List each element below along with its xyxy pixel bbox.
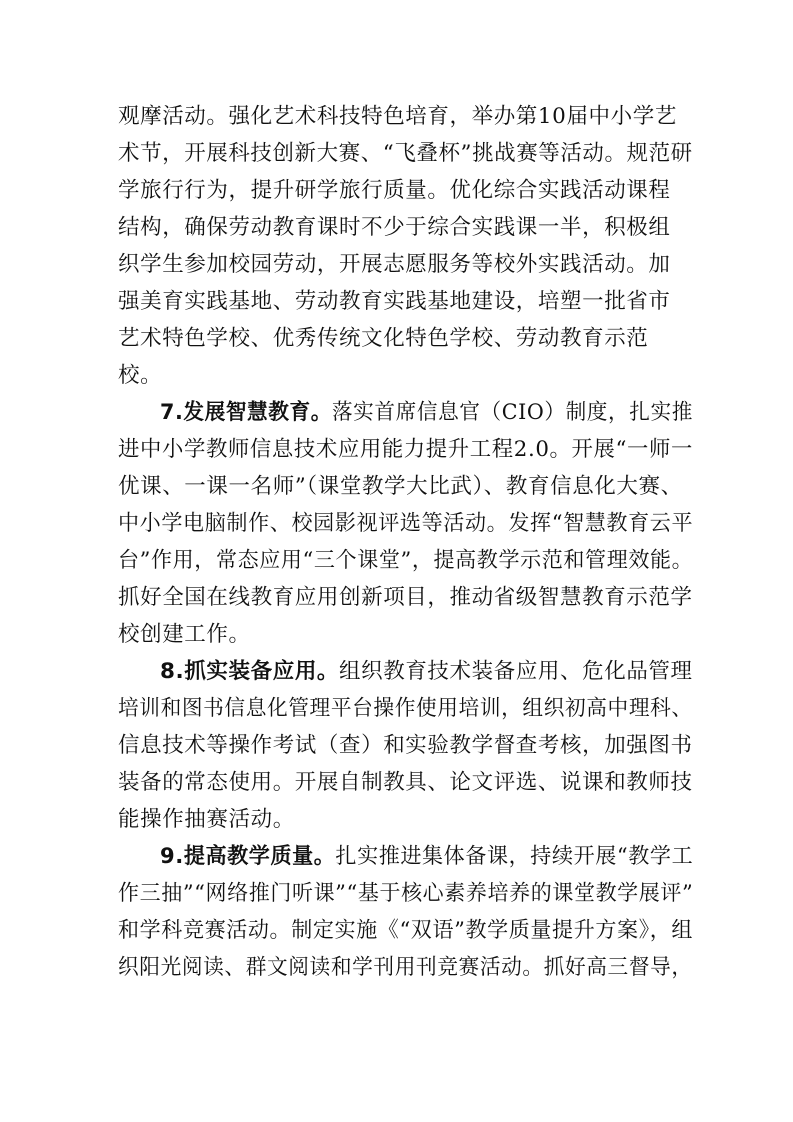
body-line [118, 433, 693, 467]
line-text: 能操作抽赛活动。 [118, 807, 295, 832]
body-line [118, 618, 251, 652]
line-text: 和学科竞赛活动。制定实施《“双语”教学质量提升方案》，组 [118, 918, 694, 943]
line-text: 组织教育技术装备应用、危化品管理 [339, 659, 693, 684]
line-text: 校创建工作。 [118, 622, 251, 647]
line-text: 中小学电脑制作、校园影视评选等活动。发挥“智慧教育云平 [118, 511, 694, 536]
line-text: 术节，开展科技创新大赛、“飞叠杯”挑战赛等活动。规范研 [118, 141, 693, 166]
line-text: 进中小学教师信息技术应用能力提升工程2.0。开展“一师一 [118, 437, 693, 462]
section-8-first-line [160, 655, 693, 689]
body-line [118, 951, 693, 985]
body-line [118, 729, 693, 763]
line-text: 结构，确保劳动教育课时不少于综合实践课一半，积极组 [118, 215, 671, 240]
line-text: 台”作用，常态应用“三个课堂”，提高教学示范和管理效能。 [118, 548, 694, 573]
body-line [118, 581, 693, 615]
line-text: 落实首席信息官（CIO）制度，扎实推 [331, 400, 693, 425]
section-heading: 7.发展智慧教育。 [160, 400, 332, 425]
section-9-first-line [160, 840, 693, 874]
body-line [118, 507, 693, 541]
line-text: 装备的常态使用。开展自制教具、论文评选、说课和教师技 [118, 770, 693, 795]
section-heading: 9.提高教学质量。 [160, 844, 336, 869]
body-line [118, 322, 648, 356]
line-text: 校。 [118, 363, 163, 388]
body-line [118, 211, 671, 245]
body-line [118, 766, 693, 800]
line-text: 织学生参加校园劳动，开展志愿服务等校外实践活动。加 [118, 252, 671, 277]
body-line [118, 359, 162, 393]
body-line [118, 174, 671, 208]
line-text: 信息技术等操作考试（查）和实验教学督查考核，加强图书 [118, 733, 693, 758]
body-line [118, 285, 671, 319]
section-heading: 8.抓实装备应用。 [160, 659, 340, 684]
body-line [118, 914, 693, 948]
line-text: 作三抽”“网络推门听课”“基于核心素养培养的课堂教学展评” [118, 881, 694, 906]
line-text: 培训和图书信息化管理平台操作使用培训，组织初高中理科、 [118, 696, 693, 721]
line-text: 优课、一课一名师”（课堂教学大比武）、教育信息化大赛、 [118, 474, 683, 499]
line-text: 观摩活动。强化艺术科技特色培育，举办第10届中小学艺 [118, 104, 677, 129]
line-text: 学旅行行为，提升研学旅行质量。优化综合实践活动课程 [118, 178, 671, 203]
body-line [118, 100, 677, 134]
body-line [118, 248, 671, 282]
line-text: 艺术特色学校、优秀传统文化特色学校、劳动教育示范 [118, 326, 649, 351]
line-text: 扎实推进集体备课，持续开展“教学工 [335, 844, 694, 869]
body-line [118, 692, 693, 726]
body-line [118, 470, 683, 504]
section-7-first-line [160, 396, 693, 430]
body-line [118, 877, 693, 911]
line-text: 抓好全国在线教育应用创新项目，推动省级智慧教育示范学 [118, 585, 693, 610]
body-line [118, 137, 693, 171]
line-text: 强美育实践基地、劳动教育实践基地建设，培塑一批省市 [118, 289, 671, 314]
line-text: 织阳光阅读、群文阅读和学刊用刊竞赛活动。抓好高三督导， [118, 955, 693, 980]
body-line [118, 803, 295, 837]
body-line [118, 544, 693, 578]
